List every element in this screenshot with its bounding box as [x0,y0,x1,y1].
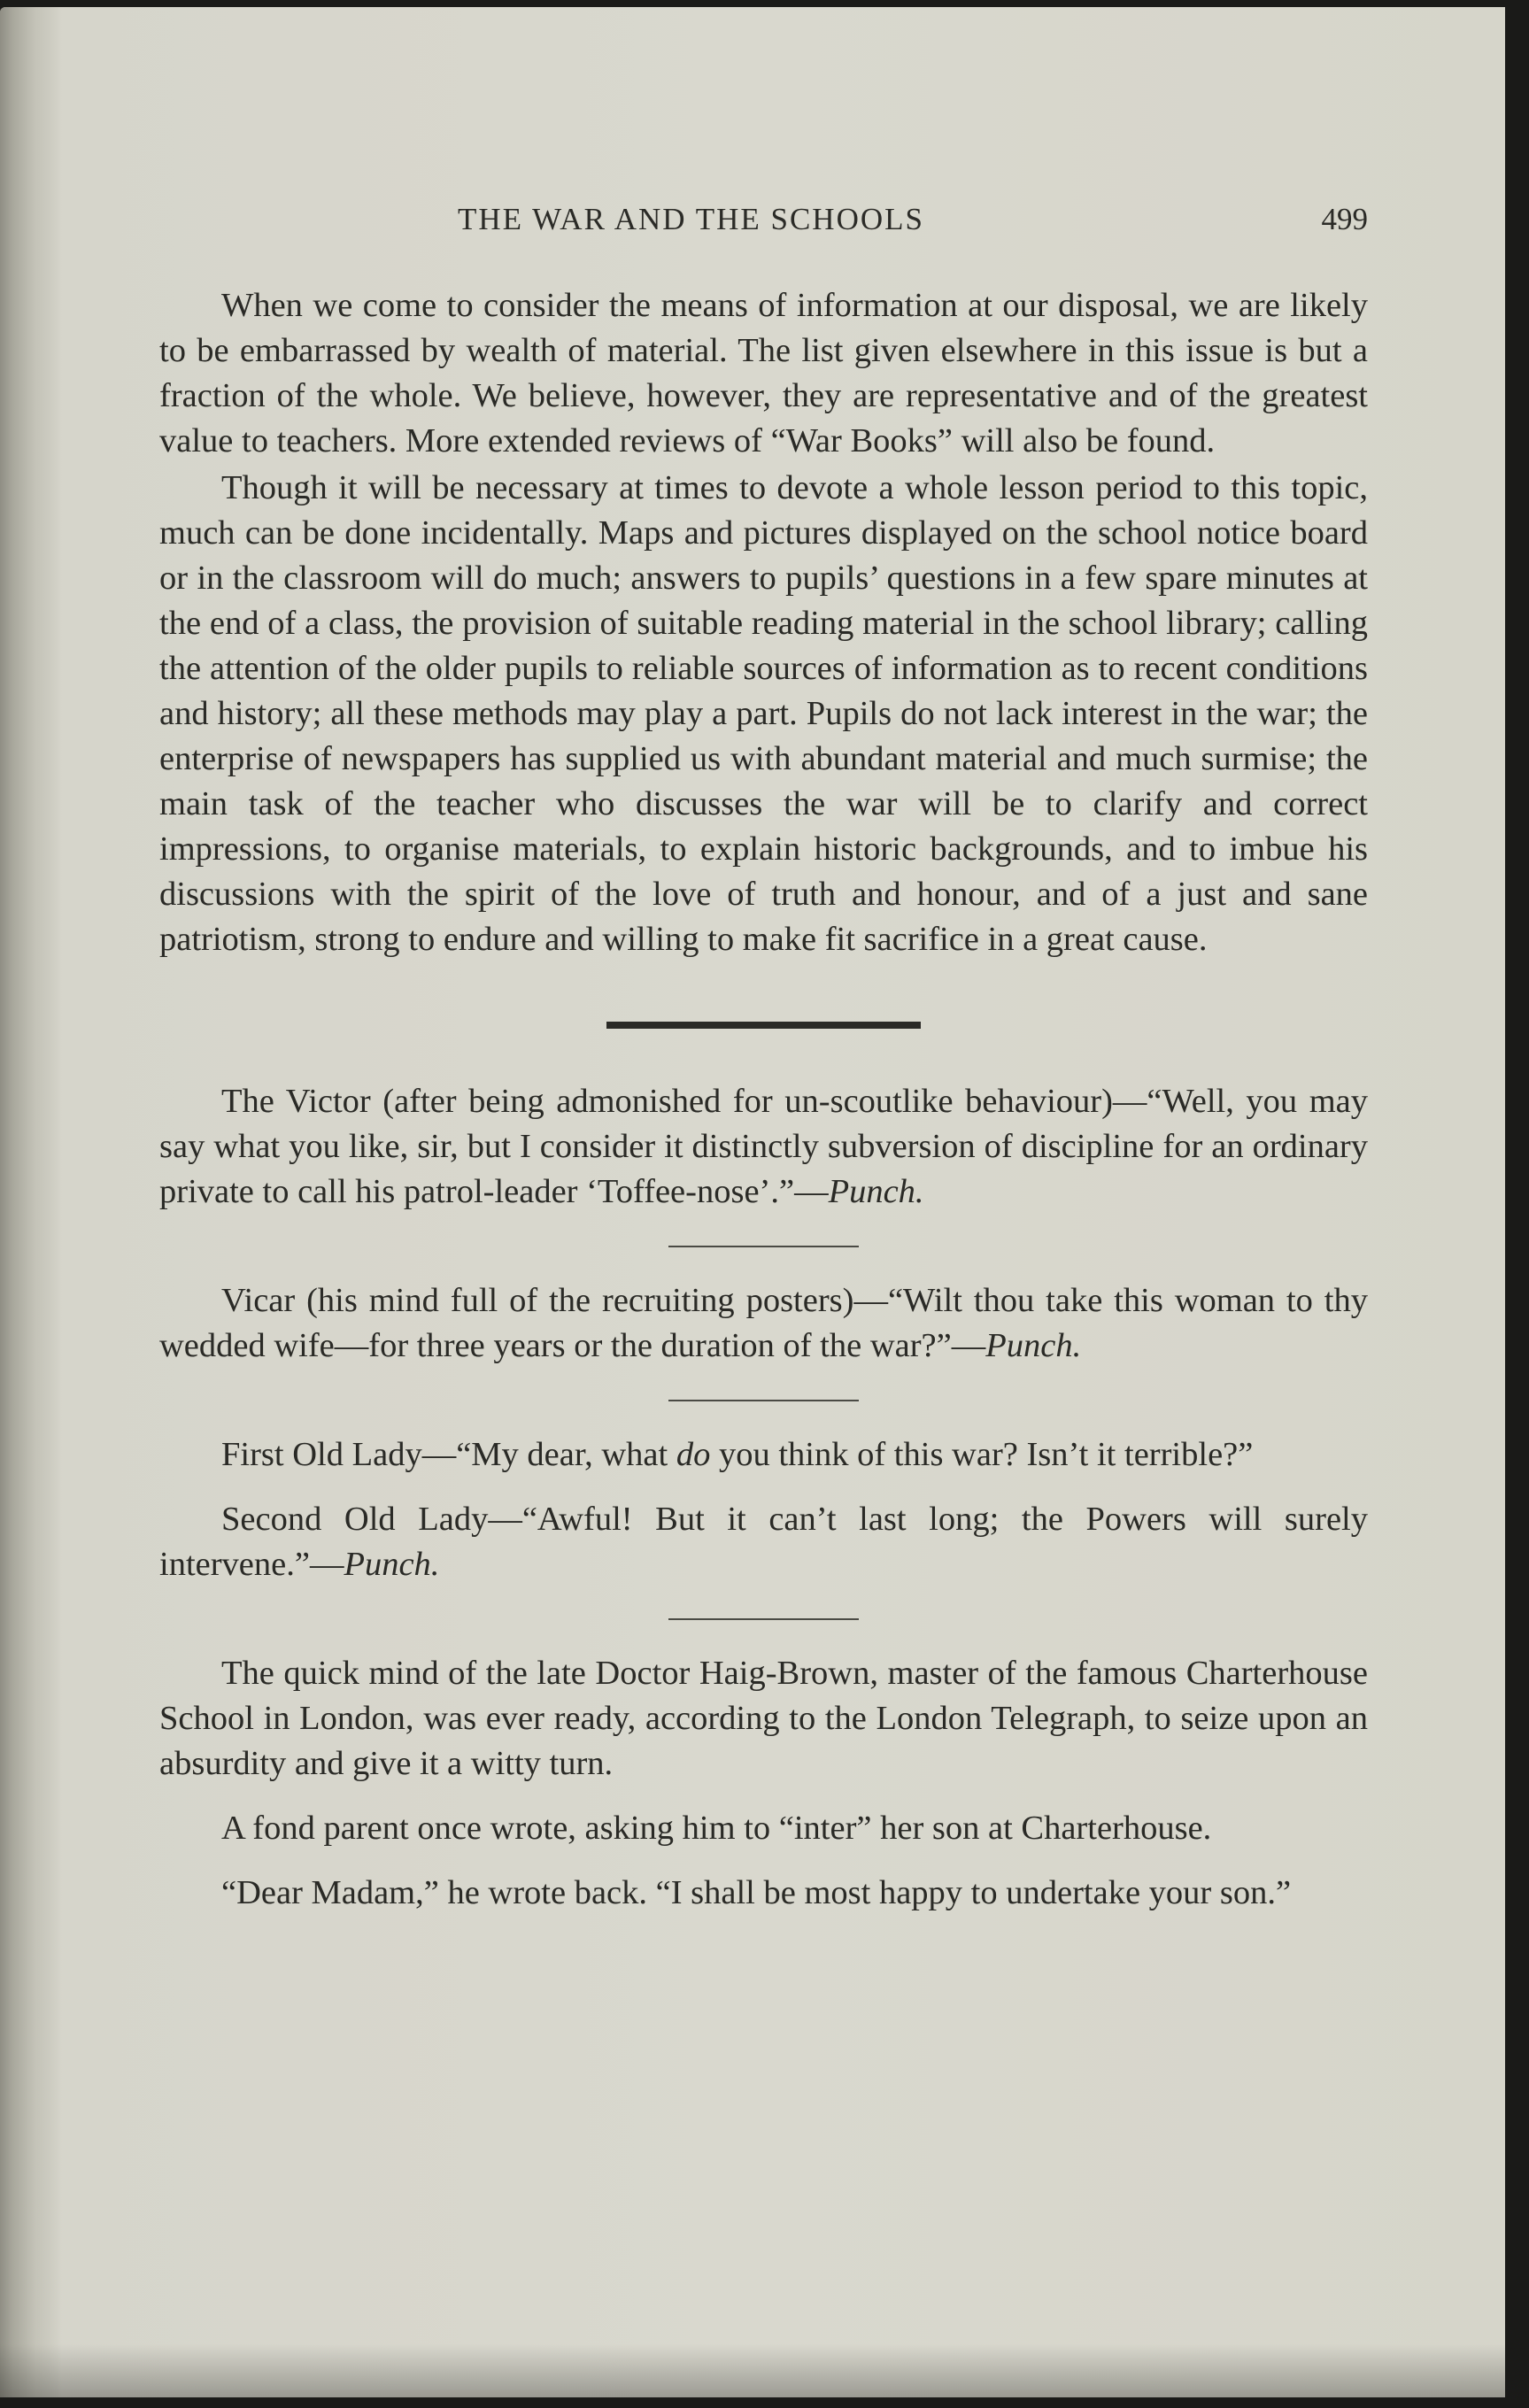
anecdote-haig-brown [159,1651,1368,1916]
first-old-lady-emphasis: do [676,1436,711,1473]
article-paragraph-2: Though it will be necessary at times to devote a whole lesson period to this topic, much can be done incidentally. Maps and pictures displayed on the school notice board or in the classroom will do much; answers to pupils’ questions in a few spare minutes at the end of a class, the provision of suitable reading material in the school library; calling the attention of the older pupils to reliable sources of information as to recent conditions and history; all these methods may play a part. Pupils do not lack interest in the war; the enterprise of newspapers has supplied us with abundant material and much surmise; the main task of the teacher who discusses the war will be to clarify and correct impressions, to organise materials, to explain historic backgrounds, and to imbue his discussions with the spirit of the love of truth and honour, and of a just and sane patriotism, strong to endure and willing to make fit sacrifice in a great cause. [159,469,1368,958]
anecdote-vicar [159,1278,1368,1369]
page-header [159,202,1368,246]
anecdote-divider [668,1618,859,1620]
haig-brown-paragraph-2: A fond parent once wrote, asking him to “inter” her son at Charterhouse. [221,1810,1212,1847]
article-paragraph-1: When we come to consider the means of information at our disposal, we are likely to be embarrassed by wealth of material. The list given elsewhere in this issue is but a fraction of the whole. We believe, however, they are representative and of the greatest value to teachers. More extended reviews of “War Books” will also be found. [159,287,1368,459]
page-number: 499 [1321,202,1368,236]
anecdote-victor-text: The Victor (after being admonished for un-scoutlike behaviour)—“Well, you may say what you like, sir, but I consider it distinctly subversion of discipline for an ordinary private to call his patrol-leader ‘Toffee-nose’.”— [159,1083,1368,1210]
anecdote-vicar-source: Punch. [985,1327,1082,1364]
section-divider [606,1022,921,1029]
anecdote-vicar-text: Vicar (his mind full of the recruiting posters)—“Wilt thou take this woman to thy wedded wife—for three years or the duration of the war?”— [159,1282,1368,1364]
second-old-lady-text: Second Old Lady—“Awful! But it can’t last long; the Powers will surely intervene.”— [159,1501,1368,1583]
first-old-lady-text-b: you think of this war? Isn’t it terrible?” [710,1436,1254,1473]
page-body [159,283,1368,1916]
haig-brown-paragraph-3: “Dear Madam,” he wrote back. “I shall be most happy to undertake your son.” [221,1874,1292,1911]
anecdote-old-ladies [159,1432,1368,1587]
anecdote-victor [159,1079,1368,1215]
anecdote-divider [668,1400,859,1401]
page-gutter-shadow [0,7,62,2397]
haig-brown-paragraph-1: The quick mind of the late Doctor Haig-Brown, master of the famous Charterhouse School in London, was ever ready, according to the London Telegraph, to seize upon an absurdity and give it a witty turn. [159,1655,1368,1782]
first-old-lady-text-a: First Old Lady—“My dear, what [221,1436,676,1473]
book-page [0,7,1505,2397]
page-bottom-shadow [0,2344,1505,2397]
anecdote-victor-source: Punch. [828,1173,924,1210]
old-ladies-source: Punch. [344,1546,440,1583]
running-head: THE WAR AND THE SCHOOLS [458,202,924,236]
anecdote-divider [668,1246,859,1247]
